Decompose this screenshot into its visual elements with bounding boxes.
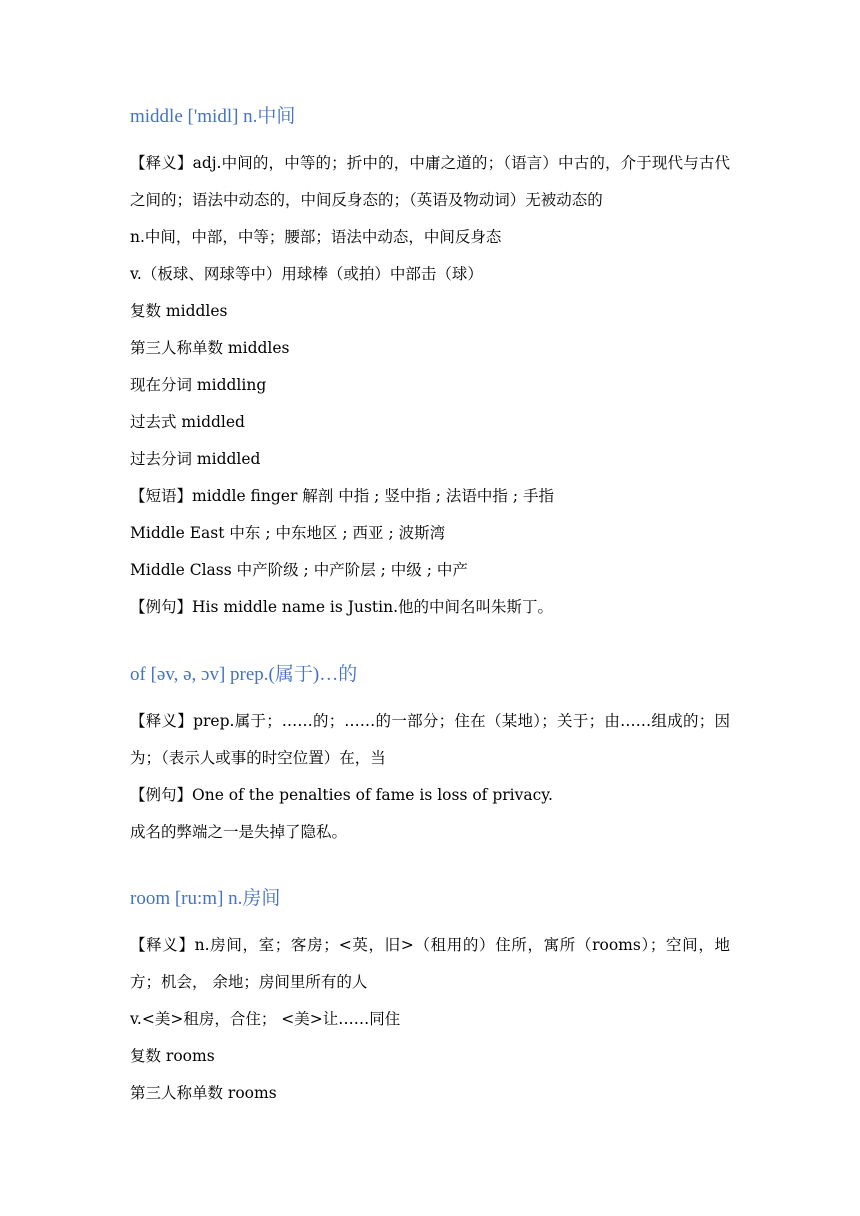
phrase-line: 【短语】middle finger 解剖 中指 ; 竖中指 ; 法语中指 ; 手指 bbox=[130, 487, 554, 505]
definition-line: 【释义】n.房间，室；客房；<英，旧>（租用的）住所，寓所（rooms）；空间，地方；机会， 余地；房间里所有的人 bbox=[130, 936, 730, 991]
definition-line: v.<美>租房，合住； <美>让……同住 bbox=[130, 1010, 401, 1028]
example-translation-line: 成名的弊端之一是失掉了隐私。 bbox=[130, 823, 348, 841]
inflection-line: 过去分词 middled bbox=[130, 450, 261, 468]
dictionary-entry-of bbox=[130, 663, 730, 851]
example-line: 【例句】His middle name is Justin.他的中间名叫朱斯丁。 bbox=[130, 598, 554, 616]
phrase-line: Middle East 中东 ; 中东地区 ; 西亚 ; 波斯湾 bbox=[130, 524, 446, 542]
definition-line: 【释义】adj.中间的，中等的；折中的，中庸之道的；（语言）中古的，介于现代与古代之间的；语法中动态的，中间反身态的；（英语及物动词）无被动态的 bbox=[130, 154, 730, 209]
inflection-line: 复数 middles bbox=[130, 302, 228, 320]
entry-headword: of [əv, ə, ɔv] prep.(属于)…的 bbox=[130, 664, 358, 685]
example-line: 【例句】One of the penalties of fame is loss of privacy. bbox=[130, 786, 553, 804]
inflection-line: 过去式 middled bbox=[130, 413, 245, 431]
definition-line: v.（板球、网球等中）用球棒（或拍）中部击（球） bbox=[130, 265, 483, 283]
phrase-line: Middle Class 中产阶级 ; 中产阶层 ; 中级 ; 中产 bbox=[130, 561, 468, 579]
dictionary-entry-room bbox=[130, 887, 730, 1112]
inflection-line: 现在分词 middling bbox=[130, 376, 267, 394]
inflection-line: 复数 rooms bbox=[130, 1047, 215, 1065]
definition-line: 【释义】prep.属于；……的；……的一部分；住在（某地）；关于；由……组成的；因为；（表示人或事的时空位置）在，当 bbox=[130, 712, 730, 767]
entry-headword: middle ['midl] n.中间 bbox=[130, 106, 296, 127]
dictionary-entry-middle bbox=[130, 105, 730, 626]
definition-line: n.中间，中部，中等；腰部；语法中动态，中间反身态 bbox=[130, 228, 502, 246]
inflection-line: 第三人称单数 middles bbox=[130, 339, 290, 357]
entry-headword: room [ru:m] n.房间 bbox=[130, 888, 281, 909]
inflection-line: 第三人称单数 rooms bbox=[130, 1084, 277, 1102]
